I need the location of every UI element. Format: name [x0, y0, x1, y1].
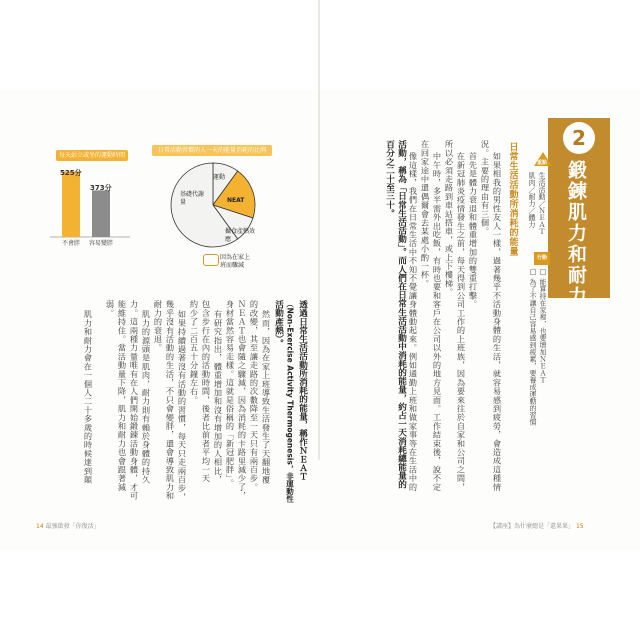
- bar-1: [62, 171, 80, 237]
- page-number: 14: [36, 523, 44, 530]
- running-title: 【講座】為什麼總是「還果果」: [490, 523, 575, 530]
- paragraph-line: 弱。: [105, 300, 116, 318]
- running-title: 最強啟發「你復活」: [45, 523, 100, 530]
- paragraph-line: 能維持住。當活動量下降，肌力和耐力也會跟著減: [117, 300, 128, 492]
- action-item-1: □ 能算持在家裡，也要增加ＮＥＡＴ: [539, 268, 547, 384]
- action-item-2: □ 為了不讓自己容易感到疲累，要養成運動的習慣: [529, 268, 537, 426]
- paragraph-line-bold: 活動，稱為「日常生活活動」。而人們在日常生活活動中消耗的能量，約占一天消耗總能量的: [396, 140, 407, 489]
- bar-chart-title: 每天站立或坐的運動時間: [56, 150, 128, 161]
- bar-value-label: 525分: [60, 169, 82, 177]
- paragraph-line: 像這樣，我們在日常生活中不知不覺讓身體動起來。例如通勤上班和做家事等在生活中的: [408, 152, 419, 492]
- paragraph-line: 所以必須走路到車站搭車，或上下樓梯。: [444, 140, 455, 297]
- paragraph-line: 首先是體力衰退和體重增加的雙重打擊。: [468, 152, 479, 309]
- pie-annotation: 因為在家上班而驟減: [220, 254, 251, 269]
- paragraph-line-bold: 透過日常生活活動所消耗的能量，稱作ＮＥＡＴ: [297, 300, 308, 481]
- right-footer: [490, 521, 584, 530]
- paragraph-line: 然而，因為在家上班導致生活發生了天翻地覆: [261, 310, 272, 484]
- chapter-title: 鍛鍊肌力和耐力: [565, 160, 587, 307]
- key-points-label: 重點: [537, 160, 548, 166]
- section-heading: 日常生活活動所消耗的能量: [507, 142, 518, 256]
- pie-slice-label: 攝食產熱效應: [225, 228, 256, 243]
- paragraph-line: ＮＥＡＴ也會隨之驟減，因為消耗的卡路里減少了，: [237, 300, 248, 501]
- pie-slice-label: NEAT: [227, 197, 245, 204]
- paragraph-line: 在新冠肺炎疫情發生之前，每天得到公司工作的上班族，因為要來往於自家和公司之間，: [456, 152, 467, 492]
- paragraph-line: 肌力的源頭是肌肉，耐力則有賴於身體的持久: [141, 310, 152, 484]
- bar-category-label: 不會胖: [62, 240, 81, 247]
- paragraph-line-bold: （Non-Exercise Activity Thermogenesis，非運動性: [285, 300, 295, 503]
- paragraph-line: 有研究指出，體重增加和沒有增加的人相比，: [213, 310, 224, 484]
- paragraph-line: 幾乎沒有活動的生活，不只會變胖，還會導致肌力和: [165, 300, 176, 501]
- paragraph-line: 中午時，多半需外出吃飯，有時也要和客戶在公司以外的地方見面。工作結束後，說不定: [432, 152, 443, 492]
- paragraph-line: 的改變，其至讓走路的次數降至一天只有兩百步。: [249, 300, 260, 492]
- person-icon: [203, 254, 219, 266]
- bar-2: [92, 190, 110, 237]
- paragraph-line: 如果持續過著沒有活動的習慣，每天只走兩百步，: [177, 310, 188, 502]
- pie-slice-label: 運動: [213, 174, 226, 181]
- paragraph-line-bold: 百分之二十至三十。: [384, 140, 395, 218]
- left-footer: [36, 521, 100, 530]
- pie-chart-title: 日常活動習慣的人一天的能量消耗的比例: [152, 145, 272, 156]
- key-point-1: 生活活動／ＮＥＡＴ: [538, 172, 546, 235]
- key-point-2: 肌肉／耐力／體力: [528, 172, 536, 228]
- paragraph-line-bold: 活動產熱）。: [273, 300, 284, 348]
- paragraph-line: 身材當然容易走樣。這就是俗稱的「新冠肥胖」。: [225, 300, 236, 488]
- bar-category-label: 容易變胖: [89, 240, 114, 247]
- paragraph-line: 力。這兩種力量唯有在人們開始鍛鍊活動身體，才可: [129, 300, 140, 501]
- page-gutter: [318, 0, 320, 460]
- chapter-number: 2: [563, 122, 595, 154]
- action-label: 行動: [534, 252, 550, 265]
- pie-slice-label: 基礎代謝量: [180, 191, 205, 206]
- paragraph-line: 況。主要的理由有三個。: [480, 140, 491, 236]
- paragraph-line: 約少了二百五十分鐘左右。: [189, 300, 200, 405]
- page-number: 15: [575, 523, 584, 530]
- bar-value-label: 373分: [90, 184, 112, 192]
- paragraph-line: 如果相我的男性友人一樣，過著幾乎不活動身體的生活，就容易感到疲勞，會造成這種情: [492, 152, 503, 492]
- paragraph-line: 耐力的衰退。: [153, 300, 164, 353]
- paragraph-line: 肌力和耐力會在一個人二十多歲的時候達到顛: [83, 310, 94, 484]
- paragraph-line: 包含步行在內的活動時間，後者比前者平均一天: [201, 300, 212, 483]
- paragraph-line: 在回家途中還偶爾會去某處小酌一杯。: [420, 140, 431, 288]
